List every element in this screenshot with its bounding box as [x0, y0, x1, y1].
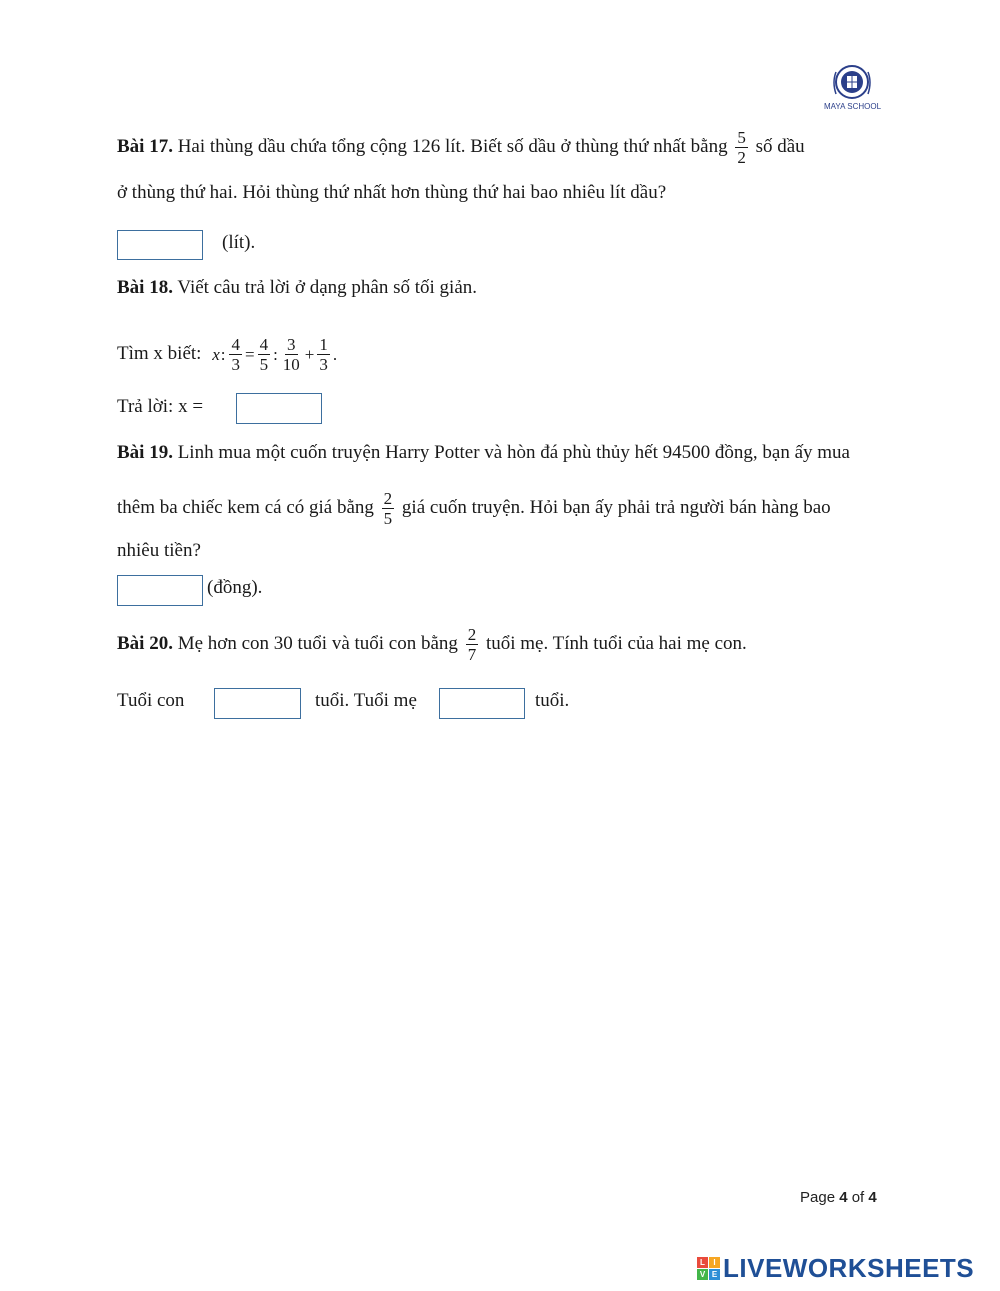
bai18-line1: [117, 276, 477, 300]
fraction-numerator: 5: [737, 128, 746, 147]
bai17-text-b: số dầu: [750, 135, 805, 157]
bai18-label: Bài 18.: [117, 277, 173, 298]
equation-fraction-2: $\frac{4}{5}$: [259, 335, 269, 374]
fraction-denominator: 7: [467, 645, 477, 664]
bai19-line2: [117, 489, 831, 528]
bai20-text-b: tuổi mẹ. Tính tuổi của hai mẹ con.: [481, 632, 747, 654]
page-word: Page: [800, 1189, 840, 1206]
bai19-line3: nhiêu tiền?: [117, 540, 201, 561]
bai18-equation: [212, 335, 337, 374]
page-of: of: [847, 1189, 869, 1206]
brand-icon-letter: E: [709, 1269, 720, 1280]
bai17-label: Bài 17.: [117, 135, 173, 157]
fraction-numerator: 2: [383, 489, 393, 508]
equation-fraction-4: $\frac{1}{3}$: [319, 335, 328, 374]
bai18-equation-line: [117, 335, 337, 374]
bai17-line2: ở thùng thứ hai. Hỏi thùng thứ nhất hơn thùng thứ hai bao nhiêu lít dầu?: [117, 182, 667, 203]
bai19-unit: (đồng).: [207, 577, 263, 598]
page-current: 4: [839, 1189, 848, 1206]
bai20-fraction: [466, 625, 479, 664]
brand-text: LIVEWORKSHEETS: [723, 1252, 975, 1283]
liveworksheets-brand: [697, 1253, 974, 1283]
bai17-line1: [117, 128, 805, 167]
bai20-mid-label: tuổi. Tuổi mẹ: [315, 690, 417, 711]
page-total: 4: [868, 1189, 877, 1206]
bai20-line1: [117, 625, 747, 664]
bai19-label: Bài 19.: [117, 442, 173, 463]
page-number: [800, 1189, 877, 1206]
bai19-fraction: [382, 489, 395, 528]
equation-fraction-3: $\frac{3}{10}$: [282, 335, 300, 374]
bai17-text-a: Hai thùng dầu chứa tổng cộng 126 lít. Biết số dầu ở thùng thứ nhất bằng: [172, 135, 733, 157]
bai18-answer-label: Trả lời: x =: [117, 396, 204, 417]
fraction-numerator: 2: [467, 625, 477, 644]
bai18-find-label: Tìm x biết:: [117, 342, 202, 364]
equation-variable: x: [212, 344, 220, 364]
equation-colon-2: :: [273, 344, 278, 364]
brand-icon-letter: I: [709, 1257, 720, 1268]
school-logo: [822, 62, 882, 114]
equation-period: .: [332, 344, 338, 364]
bai19-line1: [117, 441, 850, 465]
bai20-text-a: Mẹ hơn con 30 tuổi và tuổi con bằng: [172, 632, 463, 654]
bai19-text-a: thêm ba chiếc kem cá có giá bằng: [117, 496, 379, 518]
bai19-answer-input[interactable]: [117, 575, 203, 606]
bai17-fraction: [735, 128, 748, 167]
fraction-denominator: 5: [383, 509, 393, 528]
bai20-end-label: tuổi.: [535, 690, 570, 711]
bai20-mother-age-input[interactable]: [439, 688, 525, 719]
fraction-denominator: 2: [737, 148, 746, 167]
bai17-answer-input[interactable]: [117, 230, 203, 260]
bai18-answer-input[interactable]: [236, 393, 322, 424]
bai19-text-line1: Linh mua một cuốn truyện Harry Potter và hòn đá phù thủy hết 94500 đồng, bạn ấy mua: [172, 442, 850, 463]
equation-colon: :: [220, 344, 226, 364]
brand-icon-letter: L: [697, 1257, 708, 1268]
bai18-text: Viết câu trả lời ở dạng phân số tối giản.: [172, 277, 478, 298]
bai20-label: Bài 20.: [117, 632, 173, 654]
bai20-child-label: Tuổi con: [117, 690, 185, 711]
logo-text: MAYA SCHOOL: [824, 102, 882, 111]
equation-fraction-1: $\frac{4}{3}$: [231, 335, 240, 374]
bai19-text-b: giá cuốn truyện. Hỏi bạn ấy phải trả người bán hàng bao: [397, 496, 831, 518]
bai20-child-age-input[interactable]: [214, 688, 301, 719]
equation-equals: =: [244, 344, 255, 364]
brand-icon-letter: V: [697, 1269, 708, 1280]
bai17-unit: (lít).: [222, 232, 256, 253]
liveworksheets-logo-icon: [697, 1257, 720, 1280]
equation-plus: +: [304, 344, 315, 364]
